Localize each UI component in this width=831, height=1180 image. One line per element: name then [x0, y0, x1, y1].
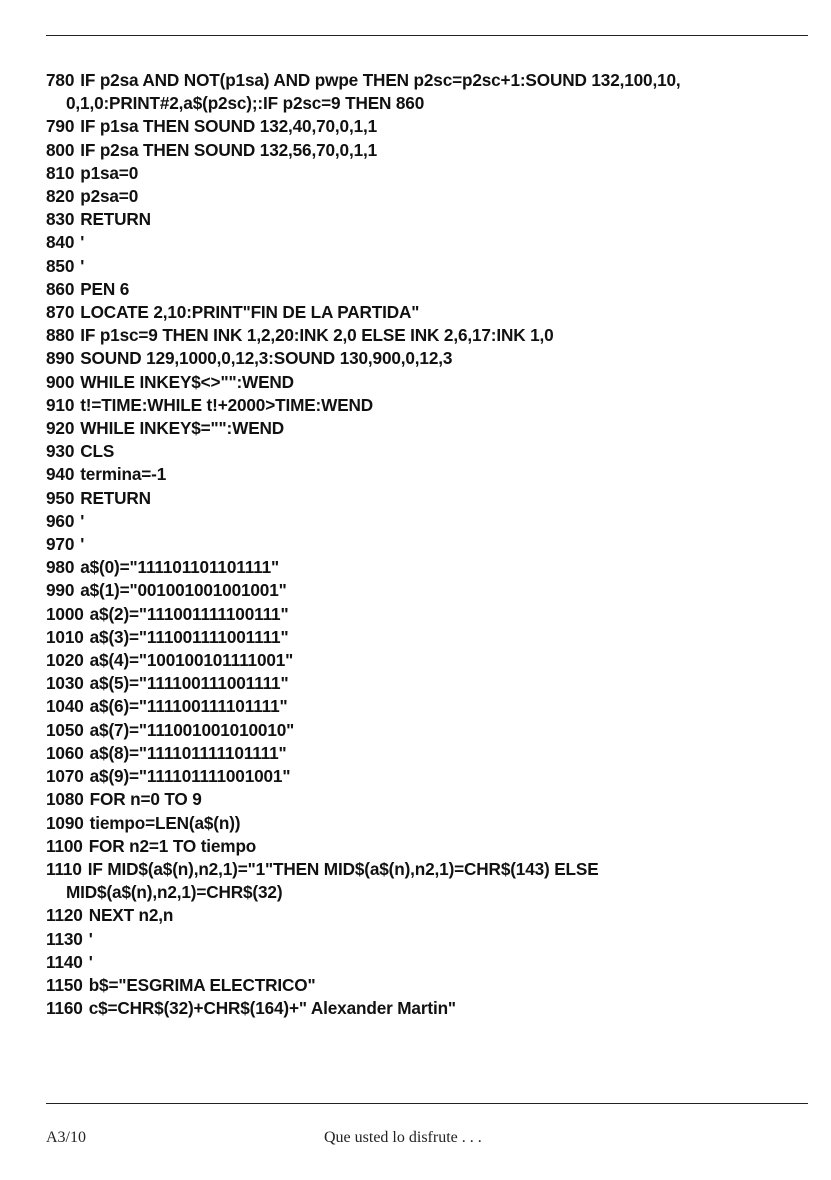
code-line-row [46, 835, 821, 858]
line-number: 820 [46, 186, 75, 207]
code-line [46, 115, 821, 138]
line-number: 930 [46, 441, 75, 462]
line-code: a$(6)="111100111101111" [89, 696, 288, 717]
code-line-row [46, 997, 821, 1020]
code-line [46, 626, 821, 649]
line-code: a$(9)="111101111001001" [89, 766, 291, 787]
code-line [46, 672, 821, 695]
code-line-row [46, 371, 821, 394]
line-number: 1110 [46, 858, 82, 879]
line-number: 850 [46, 255, 75, 276]
code-line [46, 185, 821, 208]
line-code: FOR n2=1 TO tiempo [88, 835, 257, 856]
code-line-row [46, 208, 821, 231]
page-number: A3/10 [46, 1129, 86, 1146]
line-number: 980 [46, 557, 75, 578]
code-line-row [46, 672, 821, 695]
line-code: NEXT n2,n [88, 905, 174, 926]
line-number: 880 [46, 325, 75, 346]
code-line-row [46, 162, 821, 185]
code-line [46, 928, 821, 951]
code-line [46, 904, 821, 927]
line-number: 1150 [46, 974, 83, 995]
line-number: 830 [46, 209, 75, 230]
code-line-row [46, 951, 821, 974]
line-number: 960 [46, 510, 75, 531]
code-line-row [46, 394, 821, 417]
code-line-row [46, 510, 821, 533]
line-number: 790 [46, 116, 75, 137]
code-line [46, 231, 821, 254]
line-code: IF p2sa AND NOT(p1sa) AND pwpe THEN p2sc=p2sc+1:SOUND 132,100,10, [80, 70, 681, 90]
code-line-row [46, 695, 821, 718]
line-number: 1060 [46, 742, 84, 763]
code-line [46, 742, 821, 765]
code-line [46, 417, 821, 440]
line-number: 840 [46, 232, 75, 253]
line-code: t!=TIME:WHILE t!+2000>TIME:WEND [80, 394, 374, 415]
code-line-row [46, 603, 821, 626]
code-line-row [46, 928, 821, 951]
line-number: 870 [46, 302, 75, 323]
line-code: RETURN [80, 487, 151, 508]
line-code: IF MID$(a$(n),n2,1)="1"THEN MID$(a$(n),n2,1)=CHR$(143) ELSE [87, 858, 599, 879]
code-line-row [46, 440, 821, 463]
code-line [46, 812, 821, 835]
line-code: IF p1sc=9 THEN INK 1,2,20:INK 2,0 ELSE INK 2,6,17:INK 1,0 [80, 325, 554, 346]
line-number: 940 [46, 464, 75, 485]
line-code: ' [80, 534, 85, 555]
line-number: 900 [46, 371, 75, 392]
line-number: 920 [46, 418, 75, 439]
line-number: 1120 [46, 905, 83, 926]
code-line-row [46, 487, 821, 510]
line-number: 1100 [46, 835, 83, 856]
code-line [46, 371, 821, 394]
code-line [46, 533, 821, 556]
code-line-row [46, 255, 821, 278]
line-code: CLS [80, 441, 115, 462]
line-code: ' [80, 232, 85, 253]
code-line-row [46, 974, 821, 997]
code-line-row [46, 185, 821, 208]
code-line [46, 858, 821, 904]
code-line [46, 487, 821, 510]
line-number: 950 [46, 487, 75, 508]
line-code: a$(0)="111101101101111" [80, 557, 280, 578]
code-line-row [46, 904, 821, 927]
footer-text: Que usted lo disfrute . . . [324, 1129, 482, 1146]
line-number: 810 [46, 162, 75, 183]
line-code: a$(1)="001001001001001" [80, 580, 287, 601]
code-line [46, 463, 821, 486]
line-number: 990 [46, 580, 75, 601]
line-number: 780 [46, 70, 75, 90]
code-line [46, 835, 821, 858]
line-code: ' [80, 255, 85, 276]
code-line [46, 695, 821, 718]
line-code: IF p1sa THEN SOUND 132,40,70,0,1,1 [80, 116, 378, 137]
line-code: c$=CHR$(32)+CHR$(164)+" Alexander Martin" [88, 998, 456, 1019]
code-line [46, 579, 821, 602]
line-code: a$(8)="111101111101111" [89, 742, 287, 763]
line-continuation: 0,1,0:PRINT#2,a$(p2sc);:IF p2sc=9 THEN 860 [66, 93, 425, 114]
line-code: WHILE INKEY$<>"":WEND [80, 371, 294, 392]
code-line [46, 394, 821, 417]
code-line-row [46, 533, 821, 556]
line-code: a$(3)="111001111001111" [89, 626, 289, 647]
code-line-row [46, 301, 821, 324]
line-number: 1130 [46, 928, 83, 949]
line-number: 1030 [46, 673, 84, 694]
line-code: p1sa=0 [80, 162, 139, 183]
line-code: ' [80, 510, 85, 531]
code-line [46, 649, 821, 672]
top-rule [46, 35, 808, 36]
line-number: 1040 [46, 696, 84, 717]
code-line-row [46, 231, 821, 254]
line-number: 1160 [46, 998, 83, 1019]
code-line-row [46, 417, 821, 440]
line-code: RETURN [80, 209, 151, 230]
line-number: 890 [46, 348, 75, 369]
code-line-row [46, 324, 821, 347]
line-number: 1090 [46, 812, 84, 833]
basic-listing [46, 69, 821, 1020]
line-code: a$(4)="100100101111001" [89, 650, 294, 671]
code-line [46, 510, 821, 533]
code-line-row [46, 858, 821, 881]
line-code: b$="ESGRIMA ELECTRICO" [88, 974, 316, 995]
code-line-row [46, 139, 821, 162]
line-code: a$(5)="111100111001111" [89, 673, 289, 694]
line-number: 910 [46, 394, 75, 415]
code-line-row [46, 719, 821, 742]
line-number: 860 [46, 278, 75, 299]
line-code: a$(2)="111001111100111" [89, 603, 289, 624]
code-line-row [46, 556, 821, 579]
code-line [46, 255, 821, 278]
line-code: p2sa=0 [80, 186, 139, 207]
line-code: ' [88, 951, 93, 972]
code-line [46, 440, 821, 463]
line-code: LOCATE 2,10:PRINT"FIN DE LA PARTIDA" [80, 302, 420, 323]
line-code: FOR n=0 TO 9 [89, 789, 202, 810]
line-code: PEN 6 [80, 278, 130, 299]
code-line [46, 788, 821, 811]
code-line [46, 301, 821, 324]
line-code: ' [88, 928, 93, 949]
line-number: 1070 [46, 766, 84, 787]
line-continuation: MID$(a$(n),n2,1)=CHR$(32) [66, 882, 283, 903]
code-line-row [46, 69, 821, 92]
line-code: WHILE INKEY$="":WEND [80, 418, 285, 439]
code-line-row [46, 788, 821, 811]
code-line [46, 69, 821, 115]
code-line-row [46, 812, 821, 835]
code-line [46, 719, 821, 742]
code-line [46, 208, 821, 231]
code-line [46, 765, 821, 788]
code-line [46, 162, 821, 185]
code-line-row [46, 765, 821, 788]
code-line-row [46, 347, 821, 370]
code-line [46, 139, 821, 162]
line-number: 1020 [46, 650, 84, 671]
line-number: 1050 [46, 719, 84, 740]
line-number: 1140 [46, 951, 83, 972]
code-line [46, 556, 821, 579]
code-line [46, 278, 821, 301]
line-code: SOUND 129,1000,0,12,3:SOUND 130,900,0,12,3 [80, 348, 453, 369]
code-line [46, 347, 821, 370]
code-line-row [46, 649, 821, 672]
line-number: 1000 [46, 603, 84, 624]
code-line-row [46, 115, 821, 138]
code-line [46, 951, 821, 974]
code-line [46, 603, 821, 626]
code-line [46, 324, 821, 347]
code-line [46, 997, 821, 1020]
code-line-row [46, 463, 821, 486]
code-line-row [46, 278, 821, 301]
code-line-row [46, 626, 821, 649]
bottom-rule [46, 1103, 808, 1104]
line-number: 1010 [46, 626, 84, 647]
line-number: 1080 [46, 789, 84, 810]
line-code: a$(7)="111001001010010" [89, 719, 295, 740]
code-line-row [46, 742, 821, 765]
line-number: 800 [46, 139, 75, 160]
line-code: termina=-1 [80, 464, 167, 485]
line-number: 970 [46, 534, 75, 555]
code-line [46, 974, 821, 997]
code-line-row [46, 579, 821, 602]
line-code: IF p2sa THEN SOUND 132,56,70,0,1,1 [80, 139, 378, 160]
line-code: tiempo=LEN(a$(n)) [89, 812, 241, 833]
